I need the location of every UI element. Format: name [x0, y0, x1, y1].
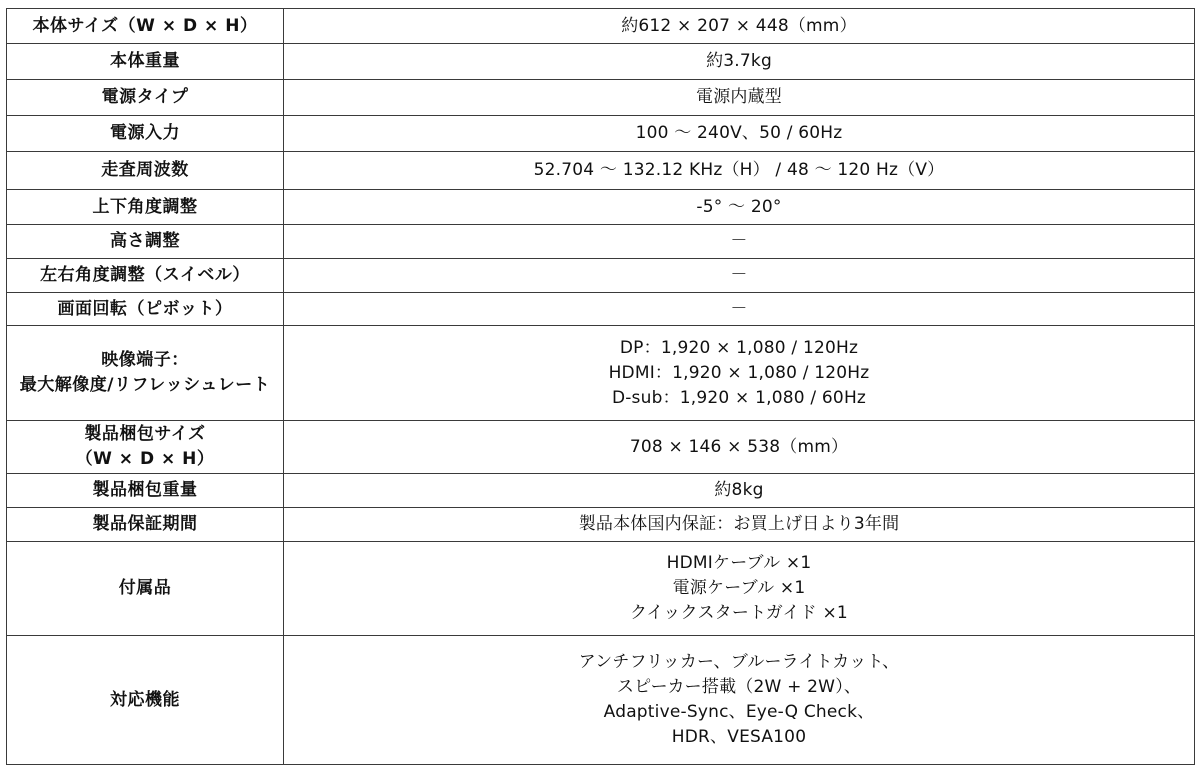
spec-row-power-input: [7, 116, 1195, 152]
spec-row-tilt: [7, 190, 1195, 225]
spec-row-scan-frequency: [7, 152, 1195, 190]
spec-label-line: 対応機能: [110, 689, 180, 710]
spec-label-line: 製品保証期間: [92, 514, 198, 534]
spec-value-line: 約8kg: [714, 480, 764, 500]
spec-value: [284, 44, 1195, 80]
spec-value: [284, 542, 1195, 636]
spec-label: [7, 636, 284, 765]
spec-label-line: 本体重量: [110, 51, 180, 71]
spec-value: [284, 326, 1195, 421]
spec-label-line: 最大解像度/リフレッシュレート: [19, 375, 271, 395]
spec-value-line: HDMIケーブル ×1: [666, 553, 812, 573]
spec-row-package-size: [7, 421, 1195, 474]
spec-row-features: [7, 636, 1195, 765]
spec-value-line: HDMI：1,920 × 1,080 / 120Hz: [608, 362, 870, 383]
spec-label-line: 映像端子：: [101, 350, 189, 370]
spec-value-line: Adaptive-Sync、Eye-Q Check、: [603, 702, 875, 722]
spec-value: [284, 9, 1195, 44]
spec-label: [7, 116, 284, 152]
spec-row-video-ports: [7, 326, 1195, 421]
spec-value: [284, 116, 1195, 152]
spec-value: [284, 259, 1195, 293]
spec-label: [7, 44, 284, 80]
spec-row-warranty: [7, 508, 1195, 542]
spec-value-line: 52.704 ～ 132.12 KHz（H） / 48 ～ 120 Hz（V）: [533, 160, 945, 180]
spec-label: [7, 542, 284, 636]
spec-value-line: -5° ～ 20°: [696, 196, 782, 217]
spec-label-line: 製品梱包サイズ: [84, 424, 206, 444]
spec-row-body-weight: [7, 44, 1195, 80]
spec-value: [284, 190, 1195, 225]
spec-value-line: －: [730, 231, 748, 251]
spec-value-line: D-sub：1,920 × 1,080 / 60Hz: [611, 387, 867, 408]
spec-label: [7, 225, 284, 259]
spec-value-line: スピーカー搭載（2W + 2W）、: [616, 677, 862, 697]
spec-label-line: 製品梱包重量: [92, 480, 198, 500]
spec-label: [7, 474, 284, 508]
spec-value-line: HDR、VESA100: [671, 727, 807, 747]
spec-value: [284, 80, 1195, 116]
spec-label-line: 高さ調整: [110, 231, 180, 251]
spec-label-line: 電源入力: [110, 123, 180, 143]
spec-value: [284, 508, 1195, 542]
spec-value-line: 約612 × 207 × 448（mm）: [621, 15, 857, 36]
spec-value-line: 100 ～ 240V、50 / 60Hz: [635, 123, 843, 143]
spec-value-line: 電源ケーブル ×1: [672, 578, 806, 598]
spec-label-line: 走査周波数: [101, 160, 189, 180]
spec-row-accessories: [7, 542, 1195, 636]
spec-label-line: 付属品: [118, 578, 172, 598]
spec-row-power-type: [7, 80, 1195, 116]
spec-row-pivot: [7, 293, 1195, 326]
spec-label: [7, 152, 284, 190]
spec-table: [6, 8, 1195, 765]
spec-label-line: 上下角度調整: [92, 196, 198, 217]
spec-label: [7, 293, 284, 326]
spec-label: [7, 421, 284, 474]
spec-value-line: クイックスタートガイド ×1: [630, 603, 848, 623]
spec-value-line: 708 × 146 × 538（mm）: [629, 436, 849, 457]
spec-value-line: DP：1,920 × 1,080 / 120Hz: [619, 337, 859, 358]
spec-value: [284, 293, 1195, 326]
spec-label: [7, 259, 284, 293]
spec-label-line: 電源タイプ: [101, 87, 189, 107]
spec-label: [7, 508, 284, 542]
spec-label-line: 本体サイズ（W × D × H）: [32, 15, 258, 36]
spec-row-height-adjust: [7, 225, 1195, 259]
spec-label: [7, 9, 284, 44]
spec-value: [284, 152, 1195, 190]
spec-value-line: アンチフリッカー、ブルーライトカット、: [578, 652, 900, 672]
spec-value-line: －: [730, 298, 748, 319]
spec-value: [284, 474, 1195, 508]
spec-label-line: 画面回転（ピボット）: [57, 298, 233, 319]
spec-label: [7, 326, 284, 421]
spec-label-line: （W × D × H）: [75, 449, 215, 469]
spec-label-line: 左右角度調整（スイベル）: [40, 265, 250, 285]
spec-value-line: －: [730, 265, 748, 285]
spec-label: [7, 190, 284, 225]
spec-value: [284, 421, 1195, 474]
spec-row-body-size: [7, 9, 1195, 44]
spec-value-line: 約3.7kg: [706, 51, 772, 71]
spec-row-package-weight: [7, 474, 1195, 508]
spec-label: [7, 80, 284, 116]
spec-value-line: 電源内蔵型: [696, 87, 782, 107]
spec-row-swivel: [7, 259, 1195, 293]
spec-value-line: 製品本体国内保証：お買上げ日より3年間: [578, 514, 900, 534]
spec-value: [284, 225, 1195, 259]
spec-value: [284, 636, 1195, 765]
